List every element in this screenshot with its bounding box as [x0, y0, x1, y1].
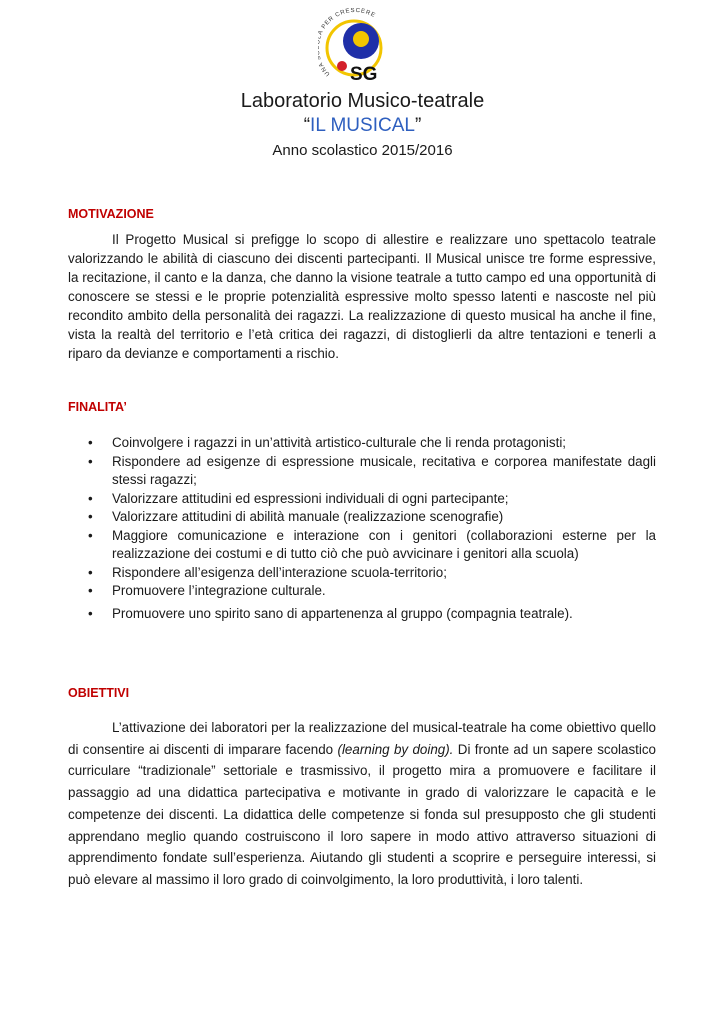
- subtitle-close-quote: ”: [414, 115, 422, 136]
- list-item: • Rispondere all’esigenza dell’interazione scuola-territorio;: [68, 564, 656, 583]
- logo-arc-text: UNA A PER CRESCERE: [318, 8, 377, 77]
- bullet-icon: •: [88, 490, 93, 506]
- page-title: Laboratorio Musico-teatrale: [240, 90, 485, 112]
- school-logo: [318, 8, 398, 88]
- bullet-icon: •: [88, 527, 93, 543]
- list-item: • Promuovere uno spirito sano di appartenenza al gruppo (compagnia teatrale).: [68, 605, 656, 624]
- list-item: • Coinvolgere i ragazzi in un’attività artistico-culturale che li renda protagonisti;: [68, 434, 656, 453]
- list-item: • Valorizzare attitudini ed espressioni individuali di ogni partecipante;: [68, 490, 656, 509]
- bullet-icon: •: [88, 564, 93, 580]
- motivazione-heading: MOTIVAZIONE: [68, 207, 154, 221]
- subtitle-open-quote: “: [303, 115, 311, 136]
- bullet-icon: •: [88, 509, 93, 524]
- finalita-heading: FINALITA’: [68, 400, 127, 414]
- subtitle-name: IL MUSICAL: [310, 115, 415, 136]
- obiettivi-heading: OBIETTIVI: [68, 686, 130, 700]
- obiettivi-section: [68, 684, 656, 891]
- bullet-icon: •: [88, 435, 93, 450]
- bullet-icon: •: [88, 583, 93, 598]
- bullet-icon: •: [88, 453, 93, 469]
- page-subtitle: [0, 115, 725, 137]
- motivazione-section: [68, 205, 656, 363]
- bullet-icon: •: [88, 605, 93, 621]
- motivazione-text: Il Progetto Musical si prefigge lo scopo di allestire e realizzare uno spettacolo teatrale valorizzando le abilità di ciascuno dei discenti partecipanti. Il Musical unisce tre forme espressive, la recitazione, il canto e la danza, che danno la visione teatrale a tutto campo ed una opportunità di conoscere se stessi e le proprie potenzialità espressive molto spesso latenti e nascoste nel più recondito ambito della personalità dei ragazzi. La realizzazione di questo musical ha anche il fine, vista la realtà del territorio e l’età critica dei ragazzi, di distoglierli da altre tentazioni e tenerli a riparo da devianze e comportamenti a rischio.: [68, 232, 656, 361]
- school-year: Anno scolastico 2015/2016: [272, 142, 453, 159]
- obiettivi-text: L’attivazione dei laboratori per la realizzazione del musical-teatrale ha come obiettivo quello di consentire ai discenti di imparare facendo (learning by doing). Di fronte ad un sapere scolastico curriculare “tradizionale” settoriale e trasmissivo, il progetto mira a promuovere e facilitare il passaggio ad una didattica partecipativa e motivante in grado di valorizzare le capacità e le competenze dei discenti. La didattica delle competenze si fonda sul presupposto che gli studenti apprendano meglio quando costruiscono il loro sapere in modo attivo attraverso situazioni di apprendimento fondate sull’esperienza. Aiutando gli studenti a scoprire e perseguire interessi, si può elevare al massimo il loro grado di coinvolgimento, la loro produttività, i loro talenti.: [68, 720, 656, 887]
- school-logo-icon: [318, 8, 398, 88]
- list-item: • Promuovere l’integrazione culturale.: [68, 582, 656, 601]
- list-item: • Valorizzare attitudini di abilità manuale (realizzazione scenografie): [68, 508, 656, 527]
- finalita-section: [68, 398, 656, 623]
- list-item: • Rispondere ad esigenze di espressione musicale, recitativa e corporea manifestate dagli stessi ragazzi;: [88, 453, 656, 487]
- finalita-list: [68, 434, 656, 623]
- list-item: • Maggiore comunicazione e interazione con i genitori (collaborazioni esterne per la realizzazione dei costumi e di tutto ciò che può avvicinare i genitori alla scuola): [88, 527, 656, 561]
- logo-monogram: SG: [350, 64, 378, 85]
- learning-by-doing: (learning by doing).: [337, 741, 454, 757]
